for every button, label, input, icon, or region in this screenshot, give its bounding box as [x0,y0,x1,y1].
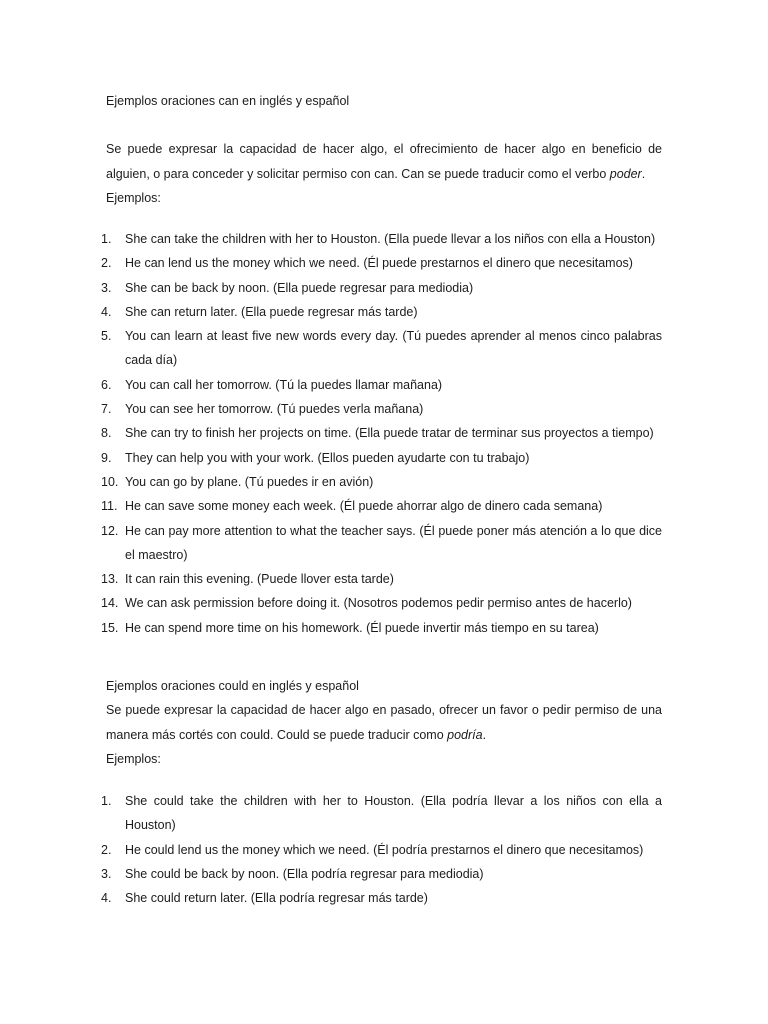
list-item [0,789,662,838]
item-number: 4. [101,891,112,906]
item-number: 2. [101,256,112,271]
list-item [0,519,662,568]
intro-end-can: . [641,166,646,181]
section-title-can: Ejemplos oraciones can en inglés y español [106,94,350,108]
item-number: 8. [101,426,112,441]
intro-term-can: poder [609,166,642,181]
item-text: He can save some money each week. (Él puede ahorrar algo de dinero cada semana) [125,499,603,514]
list-item [0,886,662,910]
item-text: She can be back by noon. (Ella puede regresar para mediodia) [125,280,474,295]
list-item [0,616,662,640]
item-number: 11. [101,499,118,514]
item-text: She can return later. (Ella puede regresar más tarde) [125,304,418,319]
item-text: We can ask permission before doing it. (Nosotros podemos pedir permiso antes de hacerlo) [125,596,632,611]
item-text: They can help you with your work. (Ellos pueden ayudarte con tu trabajo) [125,450,530,465]
list-item [0,421,662,445]
item-number: 7. [101,402,112,417]
item-text: He could lend us the money which we need. (Él podría prestarnos el dinero que necesitamos) [125,842,644,857]
list-item [0,300,662,324]
item-text: You can learn at least five new words every day. (Tú puedes aprender al menos cinco palabras cada día) [125,329,662,368]
item-text: You can go by plane. (Tú puedes ir en avión) [125,474,374,489]
item-number: 9. [101,450,112,465]
list-item [0,227,662,251]
examples-list-could [0,789,662,910]
item-number: 2. [101,842,112,857]
list-item [0,567,662,591]
item-number: 6. [101,377,112,392]
intro-paragraph-could [106,698,662,747]
examples-label-can: Ejemplos: [106,191,161,205]
item-number: 13. [101,572,119,587]
intro-text-can: Se puede expresar la capacidad de hacer algo, el ofrecimiento de hacer algo en beneficio de alguien, o para conceder y solicitar permiso con can. Can se puede traducir como el verbo [106,142,662,181]
item-text: She can try to finish her projects on time. (Ella puede tratar de terminar sus proyectos a tiempo) [125,426,654,441]
item-number: 3. [101,280,112,295]
list-item [0,470,662,494]
intro-term-could: podría [447,727,483,742]
list-item [0,397,662,421]
list-item [0,862,662,886]
item-number: 15. [101,620,119,635]
section-title-could: Ejemplos oraciones could en inglés y español [106,679,359,693]
item-text: He can spend more time on his homework. (Él puede invertir más tiempo en su tarea) [125,620,599,635]
examples-label-could: Ejemplos: [106,752,161,766]
item-number: 1. [101,232,112,246]
list-item [0,494,662,518]
intro-paragraph-can [106,137,662,186]
item-number: 4. [101,304,112,319]
list-item [0,251,662,275]
item-number: 1. [101,794,112,808]
item-number: 10. [101,474,119,489]
list-item [0,838,662,862]
item-number: 14. [101,596,119,611]
list-item [0,324,662,373]
item-text: He can pay more attention to what the teacher says. (Él puede poner más atención a lo que dice el maestro) [125,523,662,562]
intro-text-could: Se puede expresar la capacidad de hacer algo en pasado, ofrecer un favor o pedir permiso de una manera más cortés con could. Could se puede traducir como [106,703,662,742]
item-number: 12. [101,523,119,538]
item-text: She can take the children with her to Houston. (Ella puede llevar a los niños con ella a Houston) [125,232,656,246]
item-number: 3. [101,866,112,881]
item-text: She could be back by noon. (Ella podría regresar para mediodia) [125,866,484,881]
item-text: You can call her tomorrow. (Tú la puedes llamar mañana) [125,377,443,392]
intro-end-could: . [482,727,487,742]
item-number: 5. [101,329,112,344]
item-text: He can lend us the money which we need. (Él puede prestarnos el dinero que necesitamos) [125,256,633,271]
item-text: You can see her tomorrow. (Tú puedes verla mañana) [125,402,424,417]
list-item [0,373,662,397]
list-item [0,276,662,300]
examples-list-can [0,227,662,640]
list-item [0,591,662,615]
item-text: It can rain this evening. (Puede llover esta tarde) [125,572,394,587]
item-text: She could take the children with her to Houston. (Ella podría llevar a los niños con ella a Houston) [125,794,662,833]
item-text: She could return later. (Ella podría regresar más tarde) [125,891,428,906]
list-item [0,446,662,470]
